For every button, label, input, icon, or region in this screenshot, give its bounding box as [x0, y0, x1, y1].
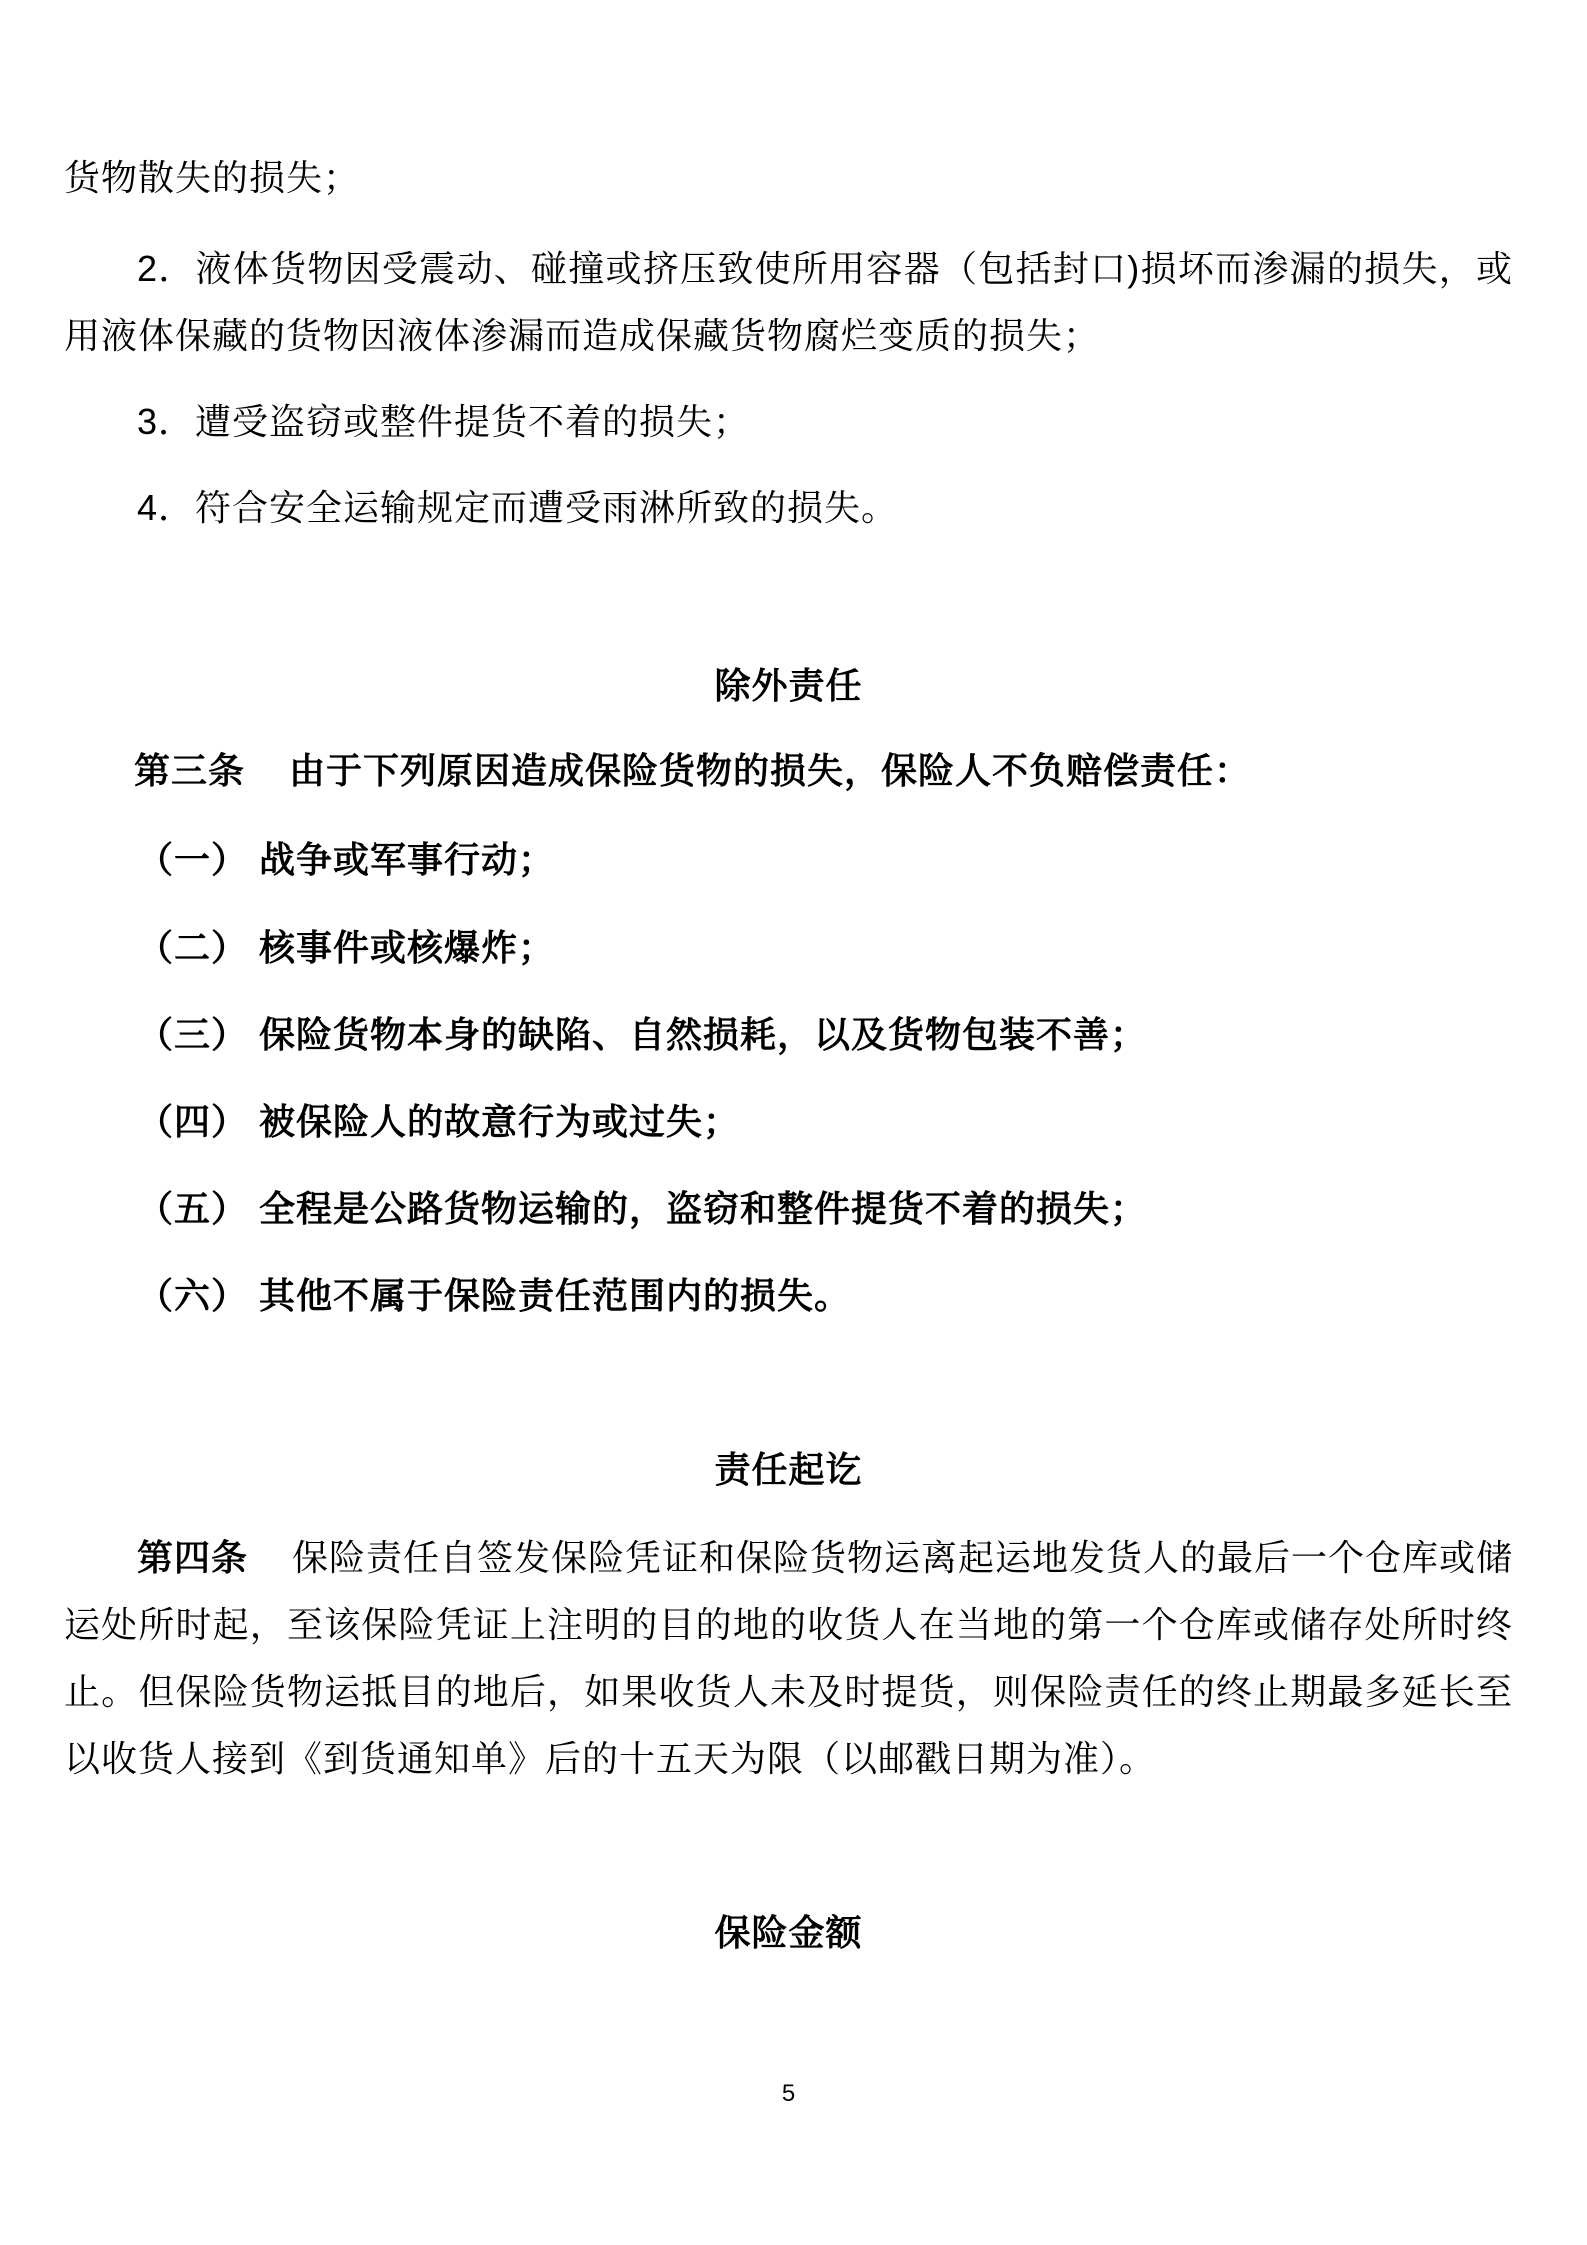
article-4-text: 保险责任自签发保险凭证和保险货物运离起运地发货人的最后一个仓库或储: [292, 1537, 1514, 1578]
list-item: （五） 全程是公路货物运输的，盗窃和整件提货不着的损失；: [137, 1188, 1148, 1229]
article-4-label: 第四条: [137, 1537, 249, 1578]
body-line-item2-1: 2．液体货物因受震动、碰撞或挤压致使所用容器（包括封口)损坏而渗漏的损失，或: [137, 248, 1513, 289]
list-item: （三） 保险货物本身的缺陷、自然损耗，以及货物包装不善；: [137, 1014, 1148, 1055]
section-heading-duration: 责任起讫: [714, 1449, 863, 1490]
list-item: （六） 其他不属于保险责任范围内的损失。: [137, 1275, 852, 1316]
body-line-item4: 4．符合安全运输规定而遭受雨淋所致的损失。: [137, 487, 899, 528]
body-line-carryover: 货物散失的损失；: [64, 157, 361, 198]
page-number: 5: [781, 2080, 796, 2107]
article-4-line-3: 止。但保险货物运抵目的地后，如果收货人未及时提货，则保险责任的终止期最多延长至: [64, 1671, 1513, 1712]
section-heading-amount: 保险金额: [714, 1912, 863, 1953]
body-line-item2-2: 用液体保藏的货物因液体渗漏而造成保藏货物腐烂变质的损失；: [64, 315, 1101, 356]
body-line-item3: 3．遭受盗窃或整件提货不着的损失；: [137, 401, 751, 442]
article-3-label: 第三条: [134, 750, 246, 791]
article-3-line: [134, 750, 1252, 791]
section-heading-exclusions: 除外责任: [714, 665, 863, 706]
article-4-line-2: 运处所时起，至该保险凭证上注明的目的地的收货人在当地的第一个仓库或储存处所时终: [64, 1604, 1513, 1645]
list-item: （一） 战争或军事行动；: [137, 839, 556, 880]
list-item: （二） 核事件或核爆炸；: [137, 927, 556, 968]
article-4-line-4: 以收货人接到《到货通知单》后的十五天为限（以邮戳日期为准）。: [64, 1738, 1157, 1779]
article-3-text: 由于下列原因造成保险货物的损失，保险人不负赔偿责任：: [289, 750, 1252, 791]
list-item: （四） 被保险人的故意行为或过失；: [137, 1101, 741, 1142]
article-4-line-1: [137, 1537, 1514, 1578]
